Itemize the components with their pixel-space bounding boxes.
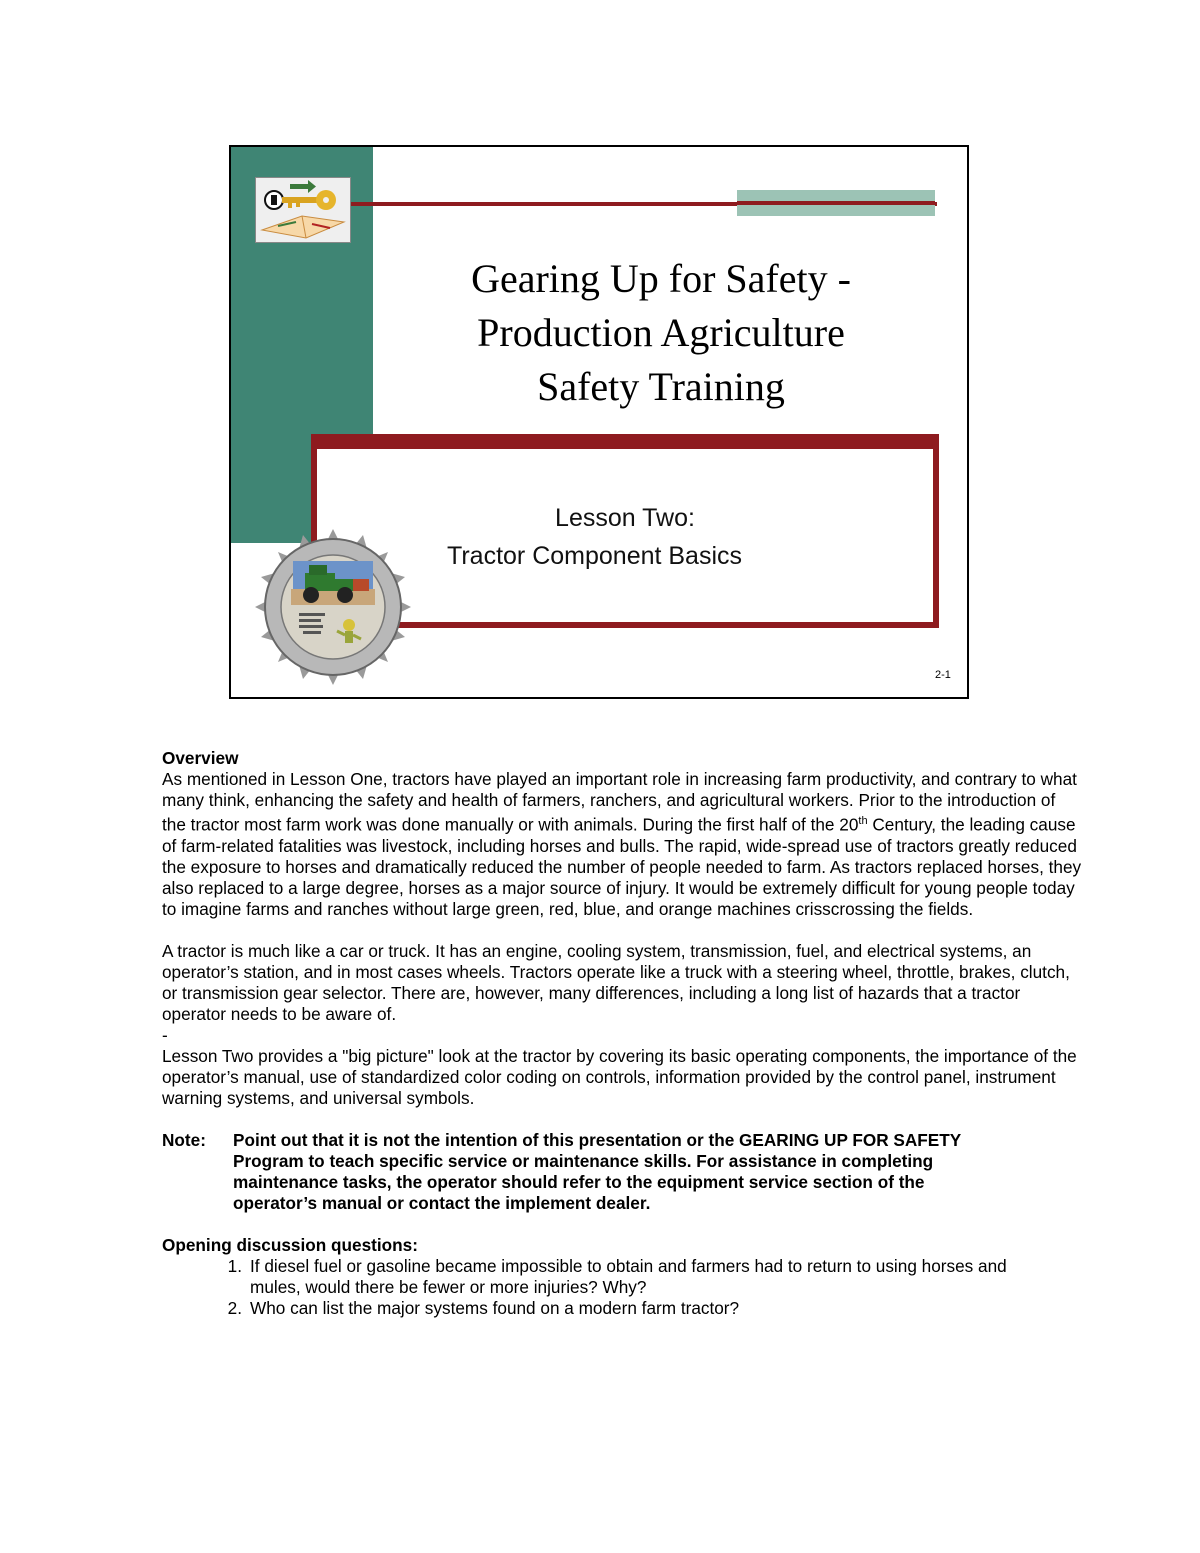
accent-block [737,190,935,216]
slide-title [391,252,931,414]
overview-paragraph-1-part-b: Century, the leading cause of farm-related fatalities was livestock, including horses and bulls. The rapid, wide-spread use of tractors greatly reduced the exposure to horses and dramatically reduced the number of people needed to farm. As tractors replaced horses, they also replaced to a large degree, horses as a major source of injury. It would be extremely difficult for young people today to imagine farms and ranches without large green, red, blue, and orange machines crisscrossing the fields. [162,814,1082,919]
overview-paragraph-3: Lesson Two provides a "big picture" look at the tractor by covering its basic operating components, the importance of the operator’s manual, use of standardized color coding on controls, information provided by the control panel, instrument warning systems, and universal symbols. [162,1045,1077,1108]
gearing-up-gear-logo [253,527,413,692]
question-number: 2. [227,1297,242,1318]
slide-title-line: Production Agriculture [477,310,845,355]
superscript-th: th [858,815,868,827]
slide-title-line: Safety Training [537,364,785,409]
questions-list [162,1256,1082,1319]
question-text: Who can list the major systems found on a modern farm tractor? [250,1297,740,1318]
question-number: 1. [227,1255,242,1276]
lesson-label: Lesson Two: [555,504,695,532]
overview-paragraph-1 [162,769,1082,920]
dash-separator: - [162,1024,168,1045]
overview-paragraph-1-part-a: As mentioned in Lesson One, tractors have played an important role in increasing farm productivity, and contrary to what many think, enhancing the safety and health of farmers, ranchers, and agricultural workers. Prior to the introduction of the tractor most farm work was done manually or with animals. During the first half of the 20 [162,769,1077,835]
note-text: Point out that it is not the intention of this presentation or the GEARING UP FOR SAFETY Program to teach specific service or maintenance skills. For assistance in completing maintenance tasks, the operator should refer to the equipment service section of the operator’s manual or contact the implement dealer. [233,1129,961,1213]
note-block [162,1130,1082,1214]
questions-heading: Opening discussion questions: [162,1234,418,1255]
key-book-icon [255,177,351,243]
slide-number: 2-1 [935,669,951,681]
notes-section [162,748,1082,1319]
question-text: If diesel fuel or gasoline became impossible to obtain and farmers had to return to using horses and mules, would there be fewer or more injuries? Why? [250,1255,1007,1297]
overview-paragraph-2: A tractor is much like a car or truck. It has an engine, cooling system, transmission, fuel, and electrical systems, an operator’s station, and in most cases wheels. Tractors operate like a truck with a steering wheel, throttle, brakes, clutch, or transmission gear selector. There are, however, many differences, including a long list of hazards that a tractor operator needs to be aware of. [162,940,1070,1024]
lesson-title: Tractor Component Basics [447,542,743,570]
list-item [162,1256,1082,1298]
note-label: Note: [162,1129,206,1150]
list-item [162,1298,1082,1319]
slide-thumbnail [229,145,969,699]
overview-heading: Overview [162,748,239,768]
slide-title-line: Gearing Up for Safety - [471,256,851,301]
